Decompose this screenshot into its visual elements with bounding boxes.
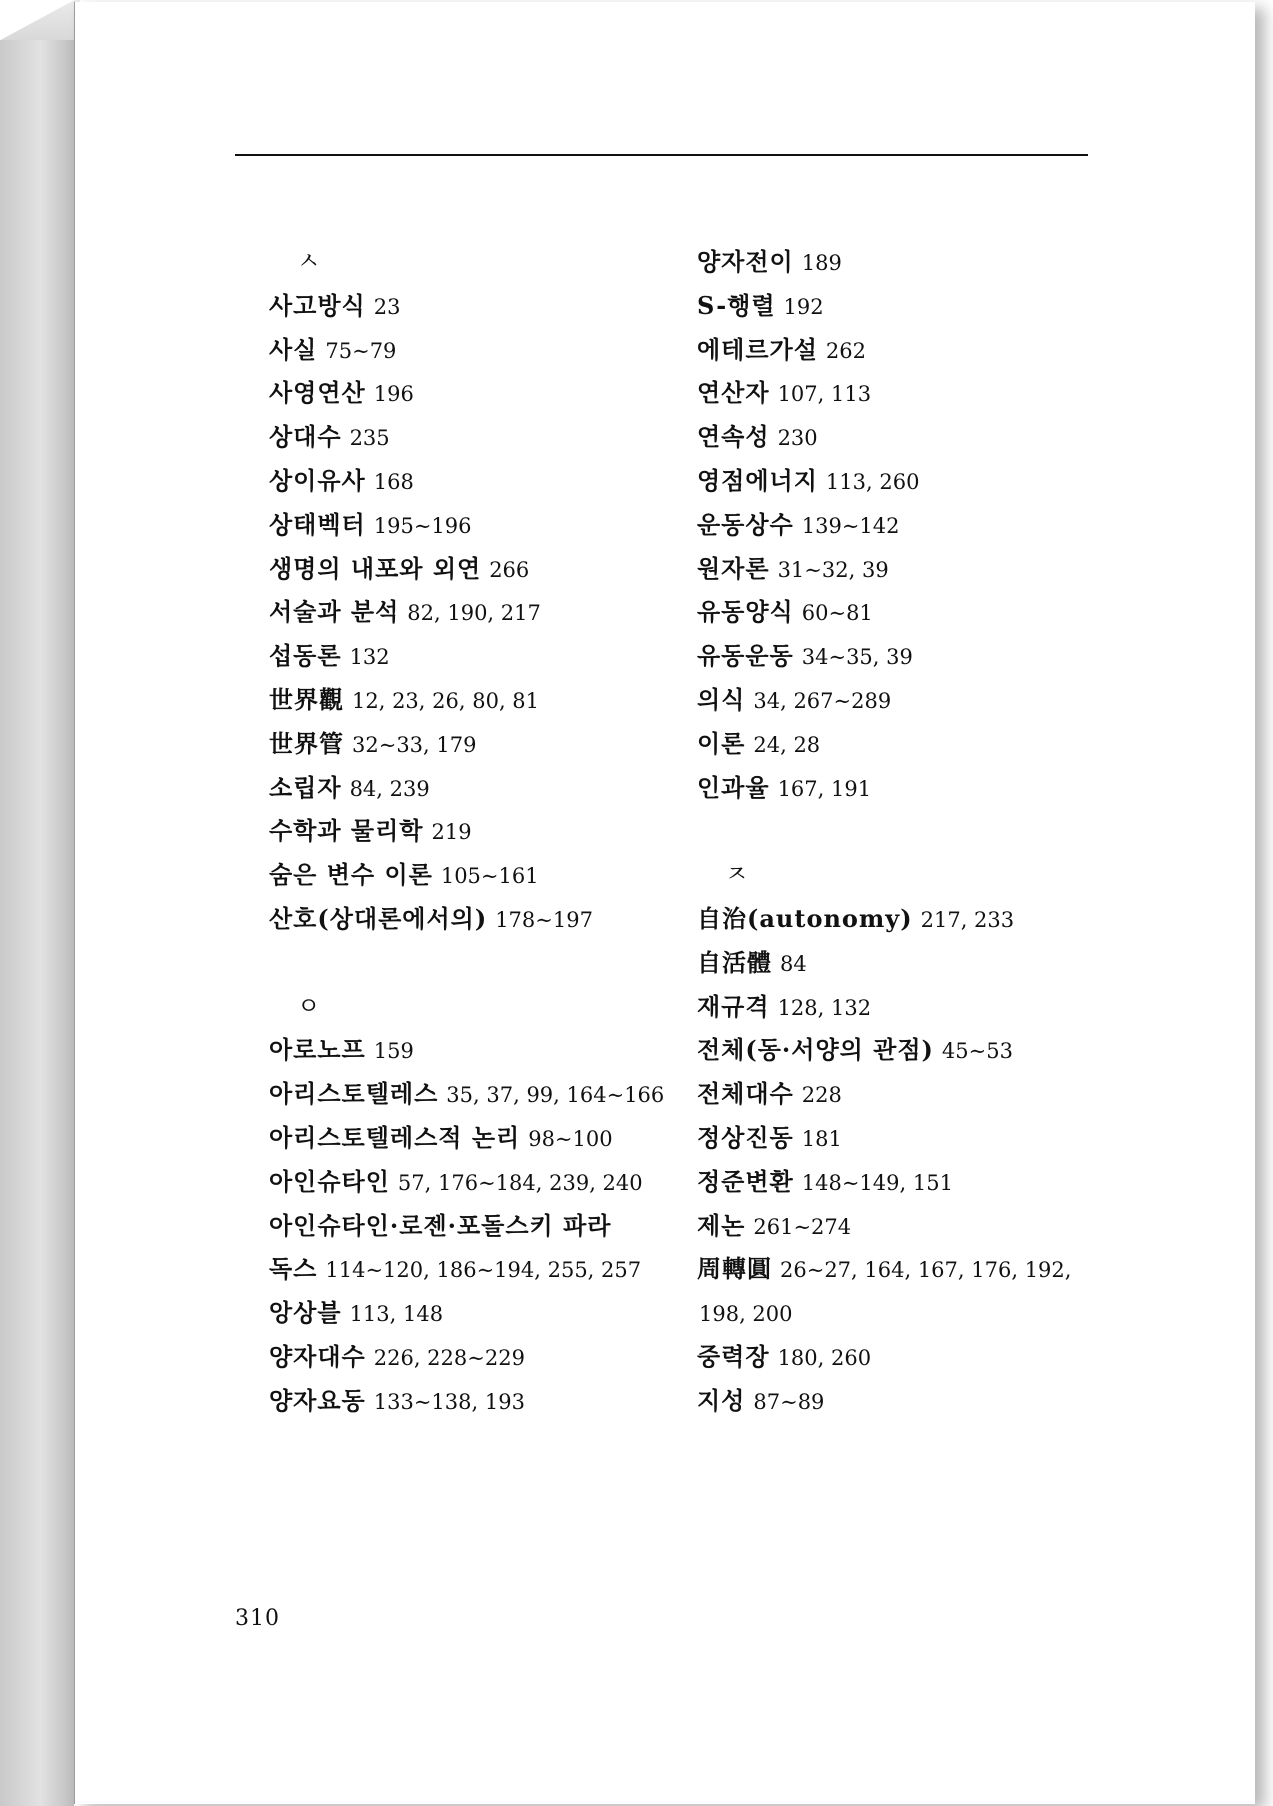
index-entry — [697, 897, 1197, 941]
index-entry — [269, 853, 689, 897]
index-entry — [697, 941, 1197, 985]
index-term: 서술과 분석 — [269, 597, 400, 627]
index-entry — [697, 1116, 1197, 1160]
section-gap — [697, 809, 1197, 853]
index-term: 에테르가설 — [697, 334, 818, 364]
index-entry — [269, 809, 689, 853]
index-entry — [269, 766, 689, 810]
index-section-heading: ㅇ — [297, 991, 321, 1020]
index-entry — [697, 459, 1197, 503]
index-entry — [697, 1160, 1197, 1204]
index-entry — [269, 328, 689, 372]
index-term: 앙상블 — [269, 1298, 342, 1328]
index-entry — [697, 1335, 1197, 1379]
index-entry — [269, 1160, 689, 1204]
index-page-refs: 168 — [373, 469, 414, 494]
index-page-refs: 45∼53 — [941, 1039, 1013, 1064]
index-entry — [697, 240, 1197, 284]
index-page-refs: 226, 228∼229 — [373, 1345, 525, 1370]
index-entry — [697, 1247, 1197, 1291]
index-entry — [697, 766, 1197, 810]
index-term: 양자대수 — [269, 1341, 366, 1371]
index-page-refs: 217, 233 — [920, 907, 1015, 932]
index-term: 전체대수 — [697, 1079, 794, 1109]
index-page-refs: 266 — [489, 557, 530, 582]
index-page-refs: 34∼35, 39 — [801, 645, 913, 670]
page-number: 310 — [235, 1606, 280, 1631]
index-section-heading: ㅅ — [297, 247, 321, 275]
index-term: 自活體 — [697, 947, 772, 977]
index-entry — [269, 547, 689, 591]
index-page-refs: 87∼89 — [753, 1389, 825, 1414]
index-term: 아인슈타인·로젠·포돌스키 파라 — [269, 1210, 612, 1240]
index-term: 아리스토텔레스적 논리 — [269, 1122, 521, 1152]
index-page-refs: 159 — [373, 1039, 414, 1064]
index-term: 정상진동 — [697, 1122, 794, 1152]
index-page-refs: 132 — [349, 645, 390, 670]
index-term: 아인슈타인 — [269, 1166, 390, 1196]
index-term: 유동운동 — [697, 641, 794, 671]
index-term: 世界觀 — [269, 684, 344, 714]
index-entry — [697, 547, 1197, 591]
index-entry — [269, 897, 689, 941]
index-entry — [269, 1379, 689, 1423]
index-entry — [269, 1335, 689, 1379]
index-page-refs: 98∼100 — [528, 1126, 613, 1151]
index-entry — [697, 1028, 1197, 1072]
index-term: 전체(동·서양의 관점) — [697, 1035, 934, 1065]
index-term: 상이유사 — [269, 465, 366, 495]
book-page — [74, 2, 1255, 1804]
index-term: 원자론 — [697, 553, 770, 583]
index-term: 이론 — [697, 728, 746, 758]
index-page-refs: 24, 28 — [753, 732, 821, 757]
index-page-refs: 219 — [431, 820, 472, 845]
index-page-refs: 262 — [825, 338, 867, 363]
index-page-refs: 195∼196 — [373, 513, 472, 538]
index-page-refs: 107, 113 — [777, 382, 872, 407]
index-page-refs: 32∼33, 179 — [352, 732, 477, 757]
index-page-refs: 82, 190, 217 — [407, 601, 541, 626]
index-term: 생명의 내포와 외연 — [269, 553, 482, 583]
index-entry — [269, 459, 689, 503]
index-term: 숨은 변수 이론 — [269, 860, 433, 890]
index-page-refs: 192 — [783, 294, 824, 319]
index-page-refs: 114∼120, 186∼194, 255, 257 — [325, 1258, 642, 1283]
index-entry — [697, 985, 1197, 1029]
index-term: 연속성 — [697, 422, 770, 452]
index-entry — [697, 590, 1197, 634]
index-page-refs: 196 — [373, 382, 414, 407]
index-term: 아로노프 — [269, 1035, 366, 1065]
index-page-refs: 75∼79 — [325, 338, 397, 363]
index-entry — [269, 1072, 689, 1116]
index-page-refs: 230 — [777, 426, 818, 451]
index-entry — [697, 284, 1197, 328]
index-term: 사영연산 — [269, 378, 366, 408]
index-page-refs: 57, 176∼184, 239, 240 — [397, 1170, 643, 1195]
index-entry — [269, 1247, 689, 1291]
index-page-refs: 198, 200 — [699, 1302, 793, 1327]
index-term: 周轉圓 — [697, 1254, 772, 1284]
index-page-refs: 113, 148 — [349, 1302, 444, 1327]
index-page-refs: 178∼197 — [495, 907, 593, 932]
index-term: 섭동론 — [269, 641, 342, 671]
index-page-refs: 139∼142 — [801, 513, 900, 538]
index-page-refs: 189 — [801, 251, 842, 275]
index-term: 소립자 — [269, 772, 342, 802]
index-entry — [269, 590, 689, 634]
index-page-refs: 60∼81 — [801, 601, 873, 626]
index-term: 양자전이 — [697, 247, 794, 276]
index-page-refs: 84, 239 — [349, 776, 430, 801]
index-page-refs: 181 — [801, 1126, 842, 1151]
index-term: 지성 — [697, 1385, 746, 1415]
index-entry — [269, 1204, 689, 1248]
index-term: 상대수 — [269, 422, 342, 452]
index-term: 양자요동 — [269, 1385, 366, 1415]
index-term: 산호(상대론에서의) — [269, 903, 488, 933]
index-entry — [697, 1379, 1197, 1423]
index-page-refs: 26∼27, 164, 167, 176, 192, — [780, 1258, 1072, 1283]
index-entry — [269, 284, 689, 328]
index-entry — [697, 328, 1197, 372]
index-entry — [697, 415, 1197, 459]
index-term: 재규격 — [697, 991, 770, 1021]
index-term: 연산자 — [697, 378, 770, 408]
index-term: 운동상수 — [697, 509, 794, 539]
index-term: 의식 — [697, 684, 746, 714]
index-entry — [697, 1291, 1197, 1335]
index-page-refs: 12, 23, 26, 80, 81 — [352, 688, 540, 713]
index-term: 상태벡터 — [269, 509, 366, 539]
index-entry — [269, 678, 689, 722]
index-entry — [697, 1072, 1197, 1116]
index-entry — [269, 1028, 689, 1072]
header-rule — [235, 154, 1088, 156]
index-page-refs: 23 — [373, 294, 401, 319]
index-term: 수학과 물리학 — [269, 816, 424, 846]
index-column-right — [697, 240, 1197, 1423]
index-entry — [697, 371, 1197, 415]
index-term: 自治(autonomy) — [697, 903, 913, 933]
index-term: 인과율 — [697, 772, 770, 802]
index-entry — [697, 634, 1197, 678]
index-page-refs: 35, 37, 99, 164∼166 — [446, 1083, 665, 1108]
index-page-refs: 148∼149, 151 — [801, 1170, 953, 1195]
index-page-refs: 128, 132 — [777, 995, 872, 1020]
index-page-refs: 228 — [801, 1083, 842, 1108]
index-entry — [697, 503, 1197, 547]
index-page-refs: 235 — [349, 426, 390, 451]
index-entry — [697, 722, 1197, 766]
index-term: S-행렬 — [697, 290, 776, 320]
index-page-refs: 105∼161 — [440, 864, 539, 889]
index-term: 아리스토텔레스 — [269, 1079, 439, 1109]
index-term: 사고방식 — [269, 290, 366, 320]
index-term: 유동양식 — [697, 597, 794, 627]
index-page-refs: 180, 260 — [777, 1345, 872, 1370]
index-page-refs: 261∼274 — [753, 1214, 852, 1239]
index-page-refs: 113, 260 — [825, 469, 920, 494]
index-entry — [269, 1116, 689, 1160]
index-section-heading: ㅈ — [725, 860, 749, 889]
index-page-refs: 133∼138, 193 — [373, 1389, 525, 1414]
index-term: 독스 — [269, 1254, 318, 1284]
index-entry — [269, 503, 689, 547]
section-gap — [269, 941, 689, 985]
index-term: 世界管 — [269, 728, 344, 758]
index-term: 정준변환 — [697, 1166, 794, 1196]
index-entry — [269, 634, 689, 678]
index-entry — [697, 678, 1197, 722]
index-entry — [269, 722, 689, 766]
index-page-refs: 84 — [780, 951, 807, 976]
index-page-refs: 31∼32, 39 — [777, 557, 889, 582]
book-spine — [0, 40, 74, 1806]
index-term: 중력장 — [697, 1341, 770, 1371]
index-entry — [269, 371, 689, 415]
index-column-left — [269, 240, 689, 1423]
index-term: 영점에너지 — [697, 465, 818, 495]
index-term: 사실 — [269, 334, 318, 364]
index-page-refs: 34, 267∼289 — [753, 688, 892, 713]
index-entry — [269, 415, 689, 459]
index-term: 제논 — [697, 1210, 746, 1240]
index-page-refs: 167, 191 — [777, 776, 872, 801]
index-entry — [269, 1291, 689, 1335]
index-entry — [697, 1204, 1197, 1248]
